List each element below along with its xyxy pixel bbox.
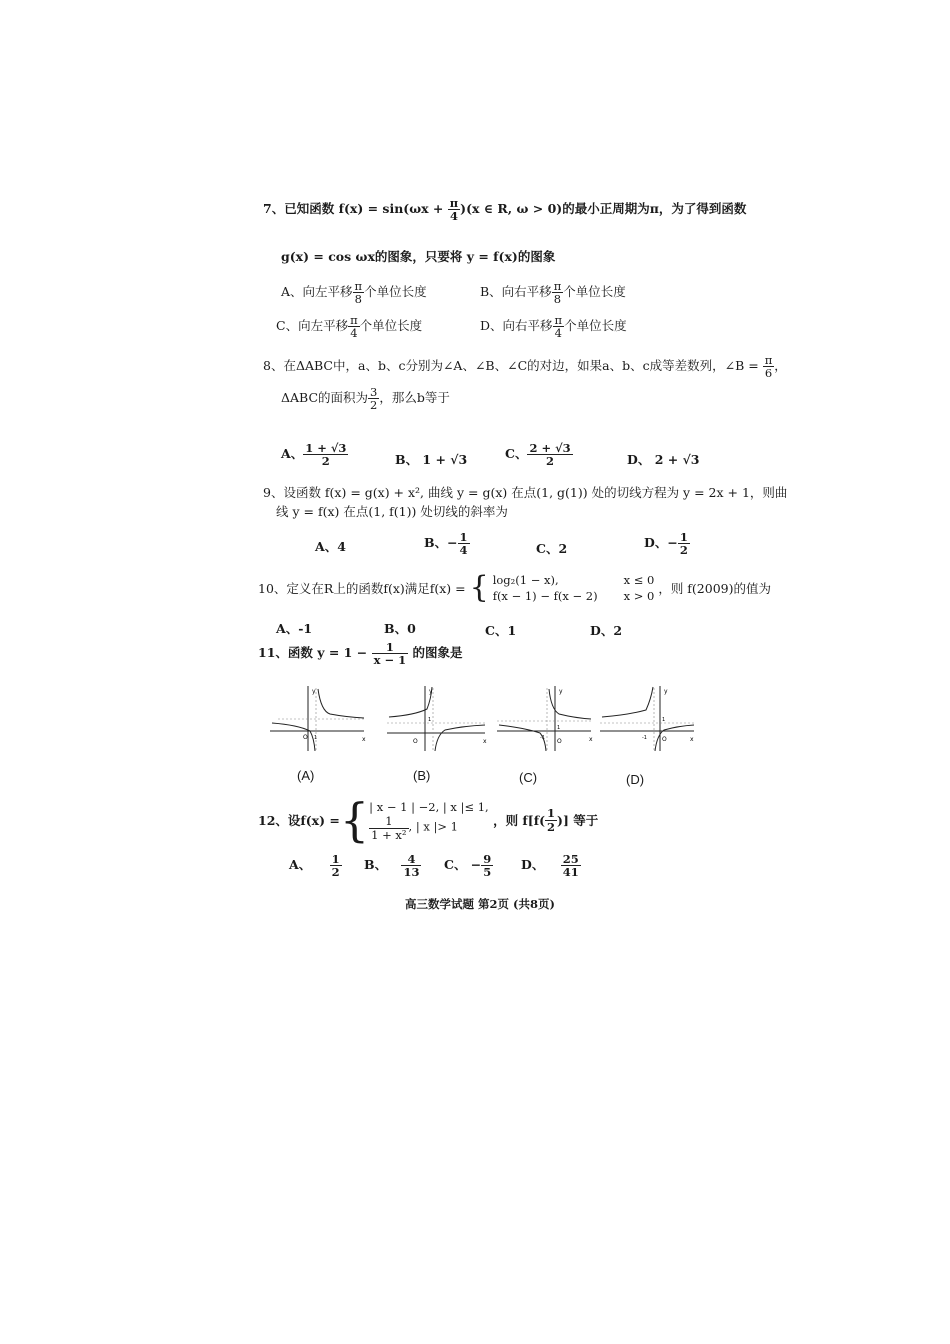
q12-option-b-num: 4 (401, 853, 421, 866)
q7-option-c-num: π (350, 313, 358, 327)
q12-text: 12、设f(x) = (258, 813, 340, 828)
q7-fraction-num: π (449, 196, 459, 210)
graph-a-origin: O (303, 734, 308, 741)
q8-angle-fraction (763, 354, 775, 379)
q10-line (258, 572, 771, 604)
q7-option-d-num: π (554, 313, 563, 327)
q11-den: x − 1 (373, 653, 407, 668)
q10-option-b: B、0 (384, 621, 416, 636)
q8-option-a-num: 1 + √3 (305, 441, 347, 455)
q12-option-d-fraction (561, 853, 581, 878)
graph-b-label: (B) (413, 768, 431, 783)
graph-b-x-label: x (483, 738, 487, 745)
graph-d-x-label: x (690, 736, 694, 743)
q10-case1: log₂(1 − x), (492, 573, 559, 587)
q7-option-c (276, 314, 422, 339)
q7-line1 (263, 197, 746, 222)
q8-area-num: 3 (370, 385, 378, 399)
q10-cond1: x ≤ 0 (623, 573, 655, 587)
q12-case2-num: 1 (369, 815, 408, 828)
graph-b-origin: O (413, 738, 418, 745)
q8-line1 (263, 354, 787, 379)
q12-cases (369, 799, 489, 840)
q7-option-d (480, 314, 627, 339)
q12-option-d (521, 853, 581, 878)
q12-option-d-den: 41 (562, 865, 579, 880)
q10-option-d: D、2 (590, 623, 623, 638)
q10-cases (493, 572, 598, 604)
q9-option-d-den: 2 (679, 543, 688, 558)
q8-option-b: B、 1 + √3 (395, 452, 468, 467)
graph-a (268, 683, 368, 753)
q12-option-a (289, 853, 342, 878)
graph-d-origin: O (662, 736, 667, 743)
q7-option-a (281, 280, 427, 305)
q7-option-d-text: D、向右平移 (480, 318, 553, 334)
q7-option-b (480, 280, 626, 305)
q12-option-c-den: 5 (483, 865, 492, 880)
q9-option-b-label: B、− (424, 535, 458, 551)
q8-angle-den: 6 (764, 366, 773, 381)
q12-option-c-label: C、 − (444, 857, 482, 873)
q8-area-fraction (368, 386, 379, 411)
q7-option-a-post: 个单位长度 (364, 284, 427, 300)
q8-area-den: 2 (370, 398, 378, 413)
q12-arg-num: 1 (547, 806, 556, 821)
q9-option-d-num: 1 (679, 530, 688, 544)
q8-area-text: ΔABC的面积为 (281, 390, 369, 406)
q8-option-d: D、 2 + √3 (627, 452, 700, 467)
q8-option-a-den: 2 (321, 454, 330, 469)
q8-option-a-fraction (303, 442, 348, 467)
q8-option-c-label: C、 (505, 446, 528, 462)
graph-c-y-label: y (559, 688, 563, 695)
q12-line (258, 793, 599, 847)
q12-arg-fraction (545, 807, 557, 832)
q7-option-a-den: 8 (354, 292, 362, 307)
graph-b-left-branch (389, 687, 432, 717)
q9-option-b-fraction (458, 531, 470, 556)
q9-option-b (424, 531, 470, 556)
q7-option-b-post: 个单位长度 (563, 284, 626, 300)
q9-option-d (644, 531, 690, 556)
graph-c-label: (C) (519, 770, 538, 785)
q11-question: 的图象是 (412, 645, 463, 661)
q7-option-d-post: 个单位长度 (564, 318, 627, 334)
q8-option-c-den: 2 (546, 454, 555, 469)
q12-option-b (364, 853, 421, 878)
q7-option-d-den: 4 (554, 326, 562, 341)
graph-d-neg-one: -1 (642, 735, 647, 741)
q12-case2-den: 1 + x² (371, 827, 407, 842)
q10-option-a: A、-1 (276, 621, 313, 636)
q11-text: 11、函数 y = 1 − (258, 645, 368, 661)
q12-option-c-fraction (481, 853, 493, 878)
graph-d-left-branch (602, 687, 653, 717)
q9-option-d-fraction (678, 531, 690, 556)
q12-case1: | x − 1 | −2, | x |≤ 1, (369, 800, 489, 815)
q7-function: f(x) = sin(ωx + (338, 201, 444, 217)
graph-c-neg-one: -1 (540, 735, 545, 741)
q12-option-d-label: D、 (521, 857, 545, 873)
graph-a-x-label: x (362, 736, 366, 743)
q7-text: 已知函数 (284, 201, 335, 217)
q8-option-c-fraction (527, 442, 572, 467)
q7-option-a-fraction (353, 280, 365, 305)
q7-option-d-fraction (553, 314, 565, 339)
q7-option-c-text: C、向左平移 (276, 318, 349, 334)
q12-option-a-fraction (330, 853, 342, 878)
q12-question: )] 等于 (557, 813, 599, 828)
q11-fraction (372, 641, 409, 666)
q12-option-a-label: A、 (289, 857, 312, 873)
graph-d-right-branch (655, 725, 694, 751)
q10-cond2: x > 0 (623, 589, 655, 604)
q10-conditions (624, 572, 655, 604)
q8-angle-num: π (764, 353, 773, 367)
q8-comma: ， (774, 358, 787, 374)
graph-d (598, 683, 698, 753)
q9-option-a: A、4 (315, 539, 346, 554)
q8-option-c-num: 2 + √3 (529, 441, 571, 455)
graph-a-right-branch (318, 689, 364, 718)
graph-c-x-label: x (589, 736, 593, 743)
q12-brace: { (339, 793, 370, 847)
q12-mid: ，则 f[f( (493, 813, 546, 828)
q7-option-a-text: A、向左平移 (281, 284, 353, 300)
graph-a-one: 1 (314, 735, 318, 741)
q7-text-post: 的最小正周期为π，为了得到函数 (562, 201, 747, 217)
q12-option-b-fraction (401, 853, 421, 878)
q9-line1: 9、设函数 f(x) = g(x) + x², 曲线 y = g(x) 在点(1, g(1)) 处的切线方程为 y = 2x + 1，则曲 (263, 485, 788, 500)
q10-brace: { (469, 570, 489, 606)
q10-text: 10、定义在R上的函数f(x)满足f(x) = (258, 581, 466, 597)
graph-a-label: (A) (297, 768, 315, 783)
q10-case2: f(x − 1) − f(x − 2) (492, 589, 598, 604)
q7-option-c-post: 个单位长度 (359, 318, 423, 334)
q12-option-a-den: 2 (331, 865, 340, 880)
q10-question: ，则 f(2009)的值为 (658, 581, 771, 597)
q8-text: 8、在ΔABC中，a、b、c分别为∠A、∠B、∠C的对边，如果a、b、c成等差数列，∠B = (263, 358, 759, 374)
q7-option-c-den: 4 (350, 326, 358, 341)
q11-num: 1 (372, 641, 409, 654)
graph-a-y-label: y (312, 688, 316, 695)
q12-option-a-num: 1 (331, 852, 340, 866)
q7-option-b-text: B、向右平移 (480, 284, 552, 300)
graph-b-one: 1 (428, 717, 432, 723)
q9-option-c: C、2 (536, 541, 568, 556)
q7-number: 7、 (263, 201, 285, 217)
graph-d-label: (D) (626, 772, 645, 787)
page-footer: 高三数学试题 第2页 (共8页) (405, 897, 555, 911)
q9-option-d-label: D、− (644, 535, 678, 551)
q7-fraction-den: 4 (449, 209, 458, 224)
graph-c (495, 683, 595, 753)
graph-b-y-label: y (429, 688, 433, 695)
q12-case2-cond: , | x |> 1 (408, 820, 458, 835)
q10-option-c: C、1 (485, 623, 517, 638)
q12-option-c (444, 853, 493, 878)
q12-option-d-num: 25 (562, 852, 579, 866)
q8-option-c (505, 442, 573, 467)
graph-d-one: 1 (662, 717, 666, 723)
q12-arg-den: 2 (547, 819, 556, 834)
q12-case2-fraction (369, 815, 408, 840)
q7-option-b-num: π (553, 279, 562, 293)
graph-d-y-label: y (664, 688, 668, 695)
q7-option-b-den: 8 (553, 292, 562, 307)
q12-option-b-label: B、 (364, 857, 388, 873)
q8-line2 (281, 386, 450, 411)
q7-option-b-fraction (552, 280, 564, 305)
q9-option-b-num: 1 (459, 530, 468, 544)
q8-option-a (281, 442, 348, 467)
q7-option-c-fraction (348, 314, 360, 339)
q7-option-a-num: π (354, 279, 363, 293)
q8-question: ，那么b等于 (379, 390, 450, 406)
graph-c-one: 1 (557, 725, 561, 731)
q9-option-b-den: 4 (459, 543, 468, 558)
graph-b (385, 683, 490, 753)
q7-pi-over-4 (448, 197, 460, 222)
graph-c-origin: O (557, 738, 562, 745)
graph-b-right-branch (435, 725, 485, 751)
q11-line (258, 641, 462, 666)
graph-a-left-branch (272, 723, 318, 751)
graph-c-left-branch (499, 725, 546, 751)
q12-option-b-den: 13 (403, 865, 420, 880)
q9-line2: 线 y = f(x) 在点(1, f(1)) 处切线的斜率为 (276, 504, 508, 519)
q7-condition: )(x ∈ R, ω > 0) (460, 201, 563, 217)
q7-line2: g(x) = cos ωx的图象，只要将 y = f(x)的图象 (281, 249, 556, 264)
q12-option-c-num: 9 (483, 852, 492, 866)
q8-option-a-label: A、 (281, 446, 304, 462)
